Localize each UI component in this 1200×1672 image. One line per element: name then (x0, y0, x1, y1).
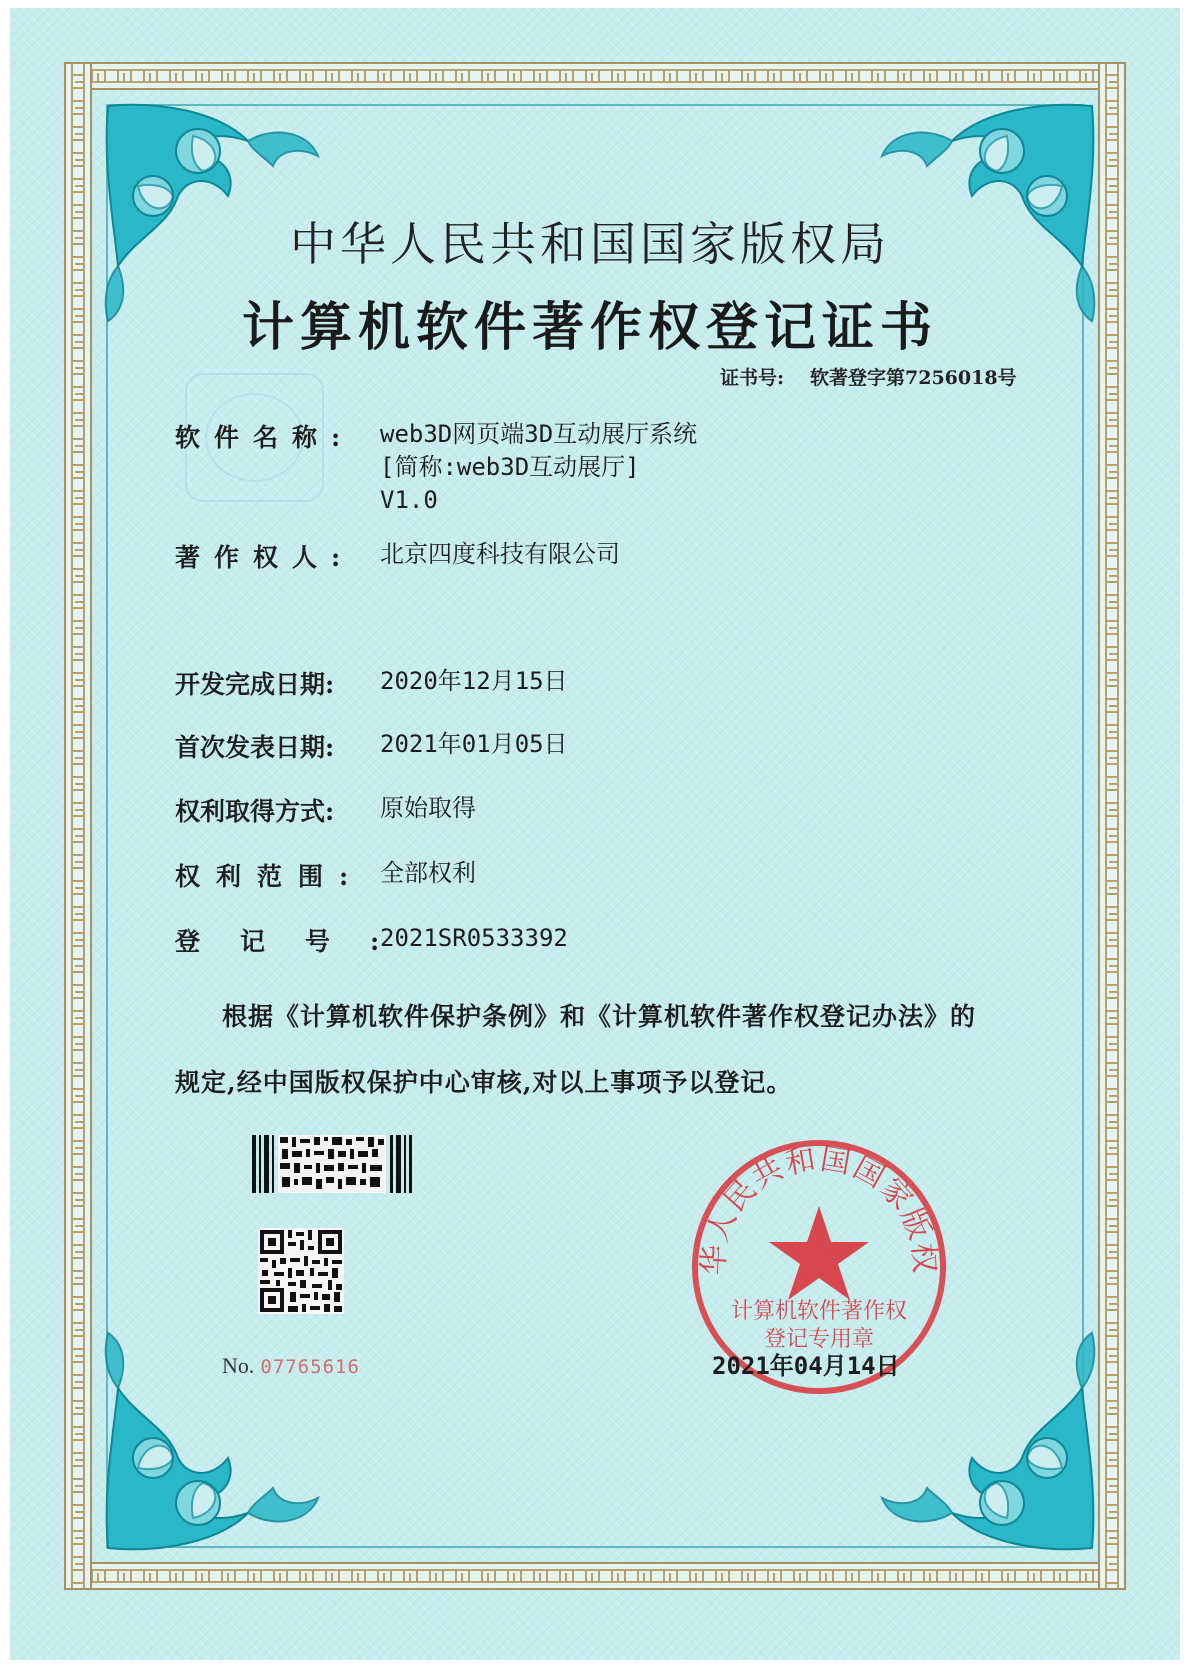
software-name-value (380, 418, 697, 517)
barcode (252, 1135, 412, 1193)
greek-key-border-top (65, 63, 1125, 89)
software-short-name: [简称:web3D互动展厅] (380, 453, 640, 481)
svg-text:登记专用章: 登记专用章 (763, 1327, 875, 1352)
field-label: 首次发表日期: (175, 733, 335, 762)
certificate-number-value: 软著登字第7256018号 (810, 367, 1017, 389)
field-label: 开发完成日期: (175, 670, 335, 699)
software-version: V1.0 (380, 486, 438, 514)
registration-number-value: 2021SR0533392 (380, 924, 568, 952)
copyright-owner-value: 北京四度科技有限公司 (380, 540, 620, 568)
greek-key-border-bottom (65, 1563, 1125, 1589)
serial-number: 07765616 (260, 1356, 360, 1378)
field-label: 权利范围: (175, 862, 365, 891)
completion-date-value: 2020年12月15日 (380, 667, 568, 695)
first-publication-date-value: 2021年01月05日 (380, 730, 568, 758)
svg-text:计算机软件著作权: 计算机软件著作权 (730, 1299, 908, 1324)
field-label: 著作权人: (175, 543, 355, 572)
acquisition-method-value: 原始取得 (380, 794, 476, 822)
software-full-name: web3D网页端3D互动展厅系统 (380, 420, 698, 448)
statement-line-1: 根据《计算机软件保护条例》和《计算机软件著作权登记办法》的 (222, 1002, 977, 1031)
issuing-authority-title: 中华人民共和国国家版权局 (290, 217, 890, 271)
svg-text:中华人民共和国国家版权局: 华人民共和国国家版权 (696, 1141, 942, 1276)
rights-scope-value: 全部权利 (380, 859, 476, 887)
field-label: 登记号: (175, 927, 420, 956)
statement-line-2: 规定,经中国版权保护中心审核,对以上事项予以登记。 (175, 1068, 793, 1097)
certificate-number-label: 证书号: (720, 367, 785, 389)
field-label: 权利取得方式: (175, 797, 335, 826)
field-label: 软件名称: (175, 423, 355, 452)
issue-date: 2021年04月14日 (712, 1352, 900, 1380)
serial-number-row (222, 1353, 360, 1379)
serial-prefix: No. (222, 1353, 255, 1378)
qr-code (258, 1228, 344, 1314)
certificate-title: 计算机软件著作权登记证书 (241, 297, 938, 358)
certificate-number (720, 363, 1017, 390)
